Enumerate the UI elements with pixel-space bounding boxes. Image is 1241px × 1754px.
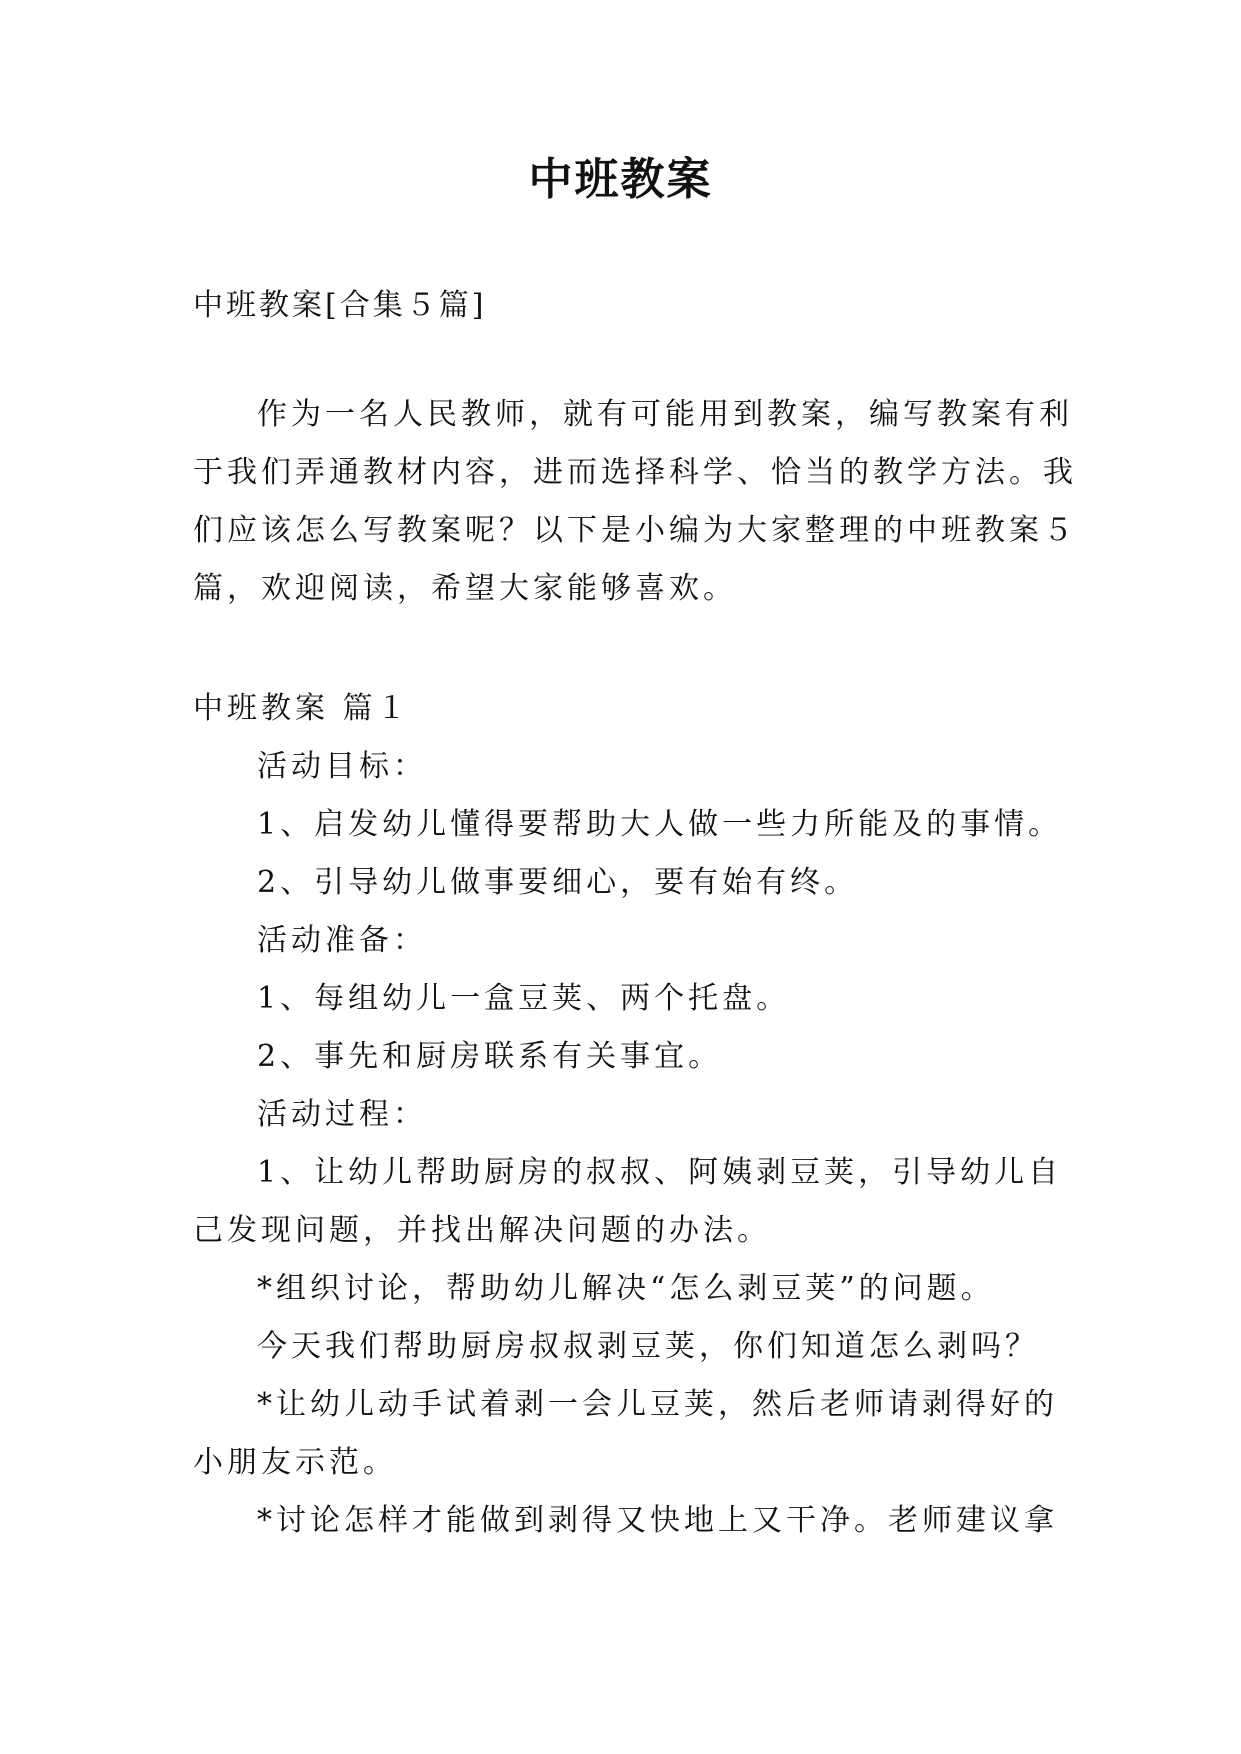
body-line: 2、事先和厨房联系有关事宜。 (257, 1039, 723, 1074)
document-subtitle: 中班教案[合集５篇] (193, 288, 487, 323)
section-body (193, 738, 1063, 1550)
section-heading: 中班教案 篇１ (193, 691, 411, 726)
intro-line: 作为一名人民教师，就有可能用到教案，编写教案有利 (257, 397, 1073, 432)
body-line: 活动目标： (257, 749, 427, 784)
intro-line: 于我们弄通教材内容，进而选择科学、恰当的教学方法。我 (193, 455, 1077, 490)
body-line: 今天我们帮助厨房叔叔剥豆荚，你们知道怎么剥吗？ (257, 1329, 1039, 1364)
body-line: 1、每组幼儿一盒豆荚、两个托盘。 (257, 981, 791, 1016)
body-line: 1、让幼儿帮助厨房的叔叔、阿姨剥豆荚，引导幼儿自 (257, 1155, 1063, 1190)
body-line: 活动过程： (257, 1097, 427, 1132)
body-line: 己发现问题，并找出解决问题的办法。 (193, 1213, 771, 1248)
document-title: 中班教案 (528, 154, 713, 205)
body-line: *组织讨论，帮助幼儿解决“怎么剥豆荚”的问题。 (257, 1271, 995, 1306)
body-line: 活动准备： (257, 923, 427, 958)
intro-line: 们应该怎么写教案呢？以下是小编为大家整理的中班教案５ (193, 513, 1077, 548)
document-body (193, 286, 1077, 1550)
intro-line: 篇，欢迎阅读，希望大家能够喜欢。 (193, 571, 737, 606)
body-line: 小朋友示范。 (193, 1445, 397, 1480)
body-line: 1、启发幼儿懂得要帮助大人做一些力所能及的事情。 (257, 807, 1063, 842)
body-line: *让幼儿动手试着剥一会儿豆荚，然后老师请剥得好的 (257, 1387, 1058, 1422)
body-line: 2、引导幼儿做事要细心，要有始有终。 (257, 865, 859, 900)
intro-paragraph (193, 386, 1077, 618)
body-line: *讨论怎样才能做到剥得又快地上又干净。老师建议拿 (257, 1503, 1058, 1538)
